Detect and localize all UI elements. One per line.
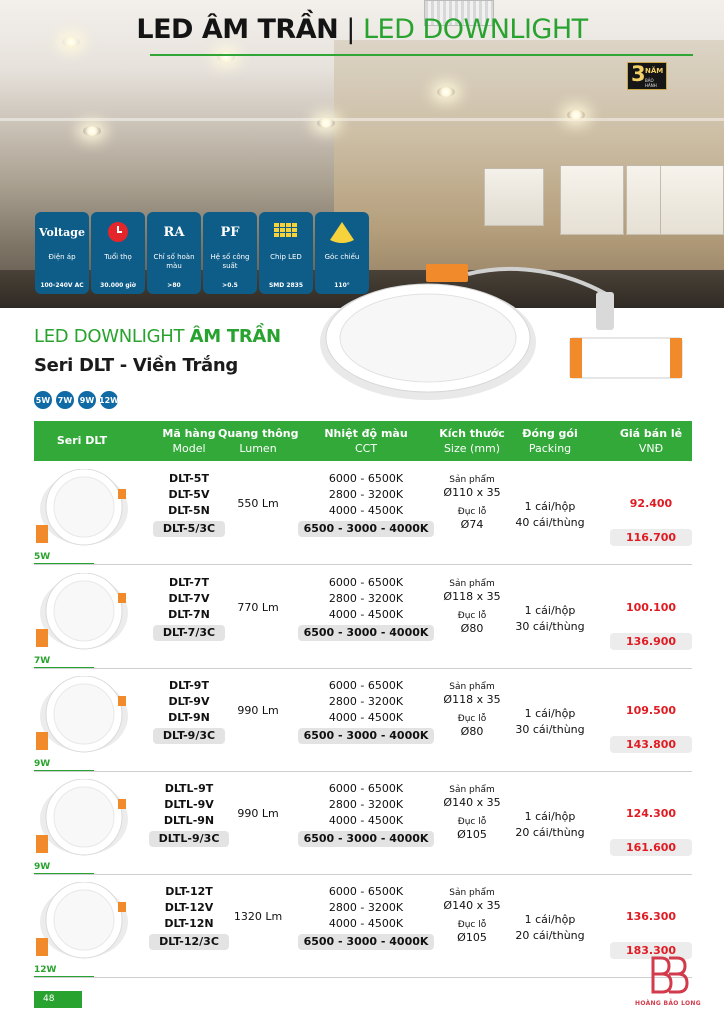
- cct-3c: 6500 - 3000 - 4000K: [298, 728, 435, 744]
- table-row: [34, 876, 692, 978]
- spec-tile-beam-angle: Góc chiếu 110°: [315, 212, 369, 294]
- table-header: [34, 421, 692, 461]
- row-lumen: 770 Lm: [237, 601, 279, 614]
- row-price-3c: 116.700: [610, 529, 692, 546]
- ceiling-light: [437, 87, 455, 97]
- cct-3c: 6500 - 3000 - 4000K: [298, 934, 435, 950]
- row-price-3c: 143.800: [610, 736, 692, 753]
- title-separator: |: [346, 14, 355, 45]
- ceiling-light: [83, 126, 101, 136]
- downlight-thumbnail: [34, 882, 130, 962]
- row-cct: 6000 - 6500K 2800 - 3200K 4000 - 4500K 6500 - 3000 - 4000K: [296, 884, 436, 950]
- table-row: [34, 463, 692, 565]
- row-wattage: 5W: [34, 552, 51, 562]
- page-number: 48: [34, 991, 82, 1008]
- header-model: Mã hàng Model: [162, 427, 216, 455]
- section-title: LED DOWNLIGHT ÂM TRẦN: [34, 326, 281, 347]
- page-title: [0, 14, 724, 45]
- model-3c: DLT-12/3C: [149, 934, 229, 950]
- pf-text-icon: PF: [220, 224, 240, 240]
- watt-badge: 9W: [78, 391, 96, 409]
- row-wattage: 9W: [34, 759, 51, 769]
- model-3c: DLTL-9/3C: [149, 831, 230, 847]
- row-price: 124.300: [625, 807, 677, 820]
- row-size: Sản phẩm Ø110 x 35 Đục lỗ Ø74: [443, 475, 501, 531]
- row-packing: 1 cái/hộp 20 cái/thùng: [515, 913, 585, 942]
- title-underline: [150, 54, 693, 56]
- downlight-product-image: [316, 262, 696, 412]
- row-price: 109.500: [625, 704, 677, 717]
- row-cct: 6000 - 6500K 2800 - 3200K 4000 - 4500K 6500 - 3000 - 4000K: [296, 678, 436, 744]
- table-row: [34, 773, 692, 875]
- kitchen-cabinet: [560, 165, 624, 235]
- title-light: LED DOWNLIGHT: [362, 14, 588, 45]
- row-price: 100.100: [625, 601, 677, 614]
- brand-logo: [632, 952, 704, 1012]
- downlight-thumbnail: [34, 779, 130, 859]
- wattage-badges: [34, 391, 118, 409]
- watt-badge: 12W: [100, 391, 118, 409]
- row-cct: 6000 - 6500K 2800 - 3200K 4000 - 4500K 6500 - 3000 - 4000K: [296, 781, 436, 847]
- row-models: DLT-5T DLT-5V DLT-5N DLT-5/3C: [130, 471, 248, 537]
- model-3c: DLT-5/3C: [153, 521, 225, 537]
- spec-tile-ra: RA Chỉ số hoàn màu >80: [147, 212, 201, 294]
- header-price: Giá bán lẻ VNĐ: [619, 427, 683, 455]
- row-cct: 6000 - 6500K 2800 - 3200K 4000 - 4500K 6500 - 3000 - 4000K: [296, 471, 436, 537]
- row-packing: 1 cái/hộp 30 cái/thùng: [515, 707, 585, 736]
- header-size: Kích thước Size (mm): [439, 427, 505, 455]
- spec-tile-pf: PF Hệ số công suất >0.5: [203, 212, 257, 294]
- row-size: Sản phẩm Ø118 x 35 Đục lỗ Ø80: [443, 579, 501, 635]
- row-size: Sản phẩm Ø140 x 35 Đục lỗ Ø105: [443, 888, 501, 944]
- header-cct: Nhiệt độ màu CCT: [324, 427, 408, 455]
- row-models: DLTL-9T DLTL-9V DLTL-9N DLTL-9/3C: [130, 781, 248, 847]
- row-packing: 1 cái/hộp 30 cái/thùng: [515, 604, 585, 633]
- row-models: DLT-12T DLT-12V DLT-12N DLT-12/3C: [130, 884, 248, 950]
- row-size: Sản phẩm Ø140 x 35 Đục lỗ Ø105: [443, 785, 501, 841]
- row-price: 136.300: [625, 910, 677, 923]
- downlight-thumbnail: [34, 469, 130, 549]
- warranty-badge: [627, 62, 667, 90]
- row-lumen: 990 Lm: [237, 704, 279, 717]
- row-models: DLT-9T DLT-9V DLT-9N DLT-9/3C: [130, 678, 248, 744]
- voltage-text-icon: Voltage: [39, 225, 85, 239]
- header-lumen: Quang thông Lumen: [218, 427, 299, 455]
- warranty-label: NĂM: [645, 67, 664, 75]
- row-price-3c: 183.300: [610, 942, 692, 959]
- spec-tile-lifetime: Tuổi thọ 30.000 giờ: [91, 212, 145, 294]
- watt-badge: 7W: [56, 391, 74, 409]
- row-cct: 6000 - 6500K 2800 - 3200K 4000 - 4500K 6500 - 3000 - 4000K: [296, 575, 436, 641]
- chip-grid-icon: [259, 218, 313, 246]
- beam-angle-icon: [315, 218, 369, 246]
- warranty-years: 3: [631, 62, 646, 86]
- row-wattage: 12W: [34, 965, 57, 975]
- kitchen-cabinet: [484, 168, 544, 226]
- clock-icon: [91, 218, 145, 246]
- cct-3c: 6500 - 3000 - 4000K: [298, 521, 435, 537]
- model-3c: DLT-9/3C: [153, 728, 225, 744]
- row-price-3c: 136.900: [610, 633, 692, 650]
- ra-text-icon: RA: [163, 224, 185, 240]
- row-wattage: 7W: [34, 656, 51, 666]
- table-row: [34, 670, 692, 772]
- ceiling-light: [567, 110, 585, 120]
- cct-3c: 6500 - 3000 - 4000K: [298, 625, 435, 641]
- header-series: Seri DLT: [56, 434, 108, 447]
- title-bold: LED ÂM TRẦN: [136, 14, 339, 45]
- warranty-sub: BẢO HÀNH: [645, 78, 657, 88]
- downlight-thumbnail: [34, 676, 130, 756]
- spec-tile-chip: Chip LED SMD 2835: [259, 212, 313, 294]
- brand-name: HOÀNG BẢO LONG: [635, 1000, 701, 1007]
- model-3c: DLT-7/3C: [153, 625, 225, 641]
- spec-tile-voltage: Voltage Điện áp 100-240V AC: [35, 212, 89, 294]
- row-models: DLT-7T DLT-7V DLT-7N DLT-7/3C: [130, 575, 248, 641]
- cct-3c: 6500 - 3000 - 4000K: [298, 831, 435, 847]
- row-packing: 1 cái/hộp 20 cái/thùng: [515, 810, 585, 839]
- table-row: [34, 567, 692, 669]
- row-size: Sản phẩm Ø118 x 35 Đục lỗ Ø80: [443, 682, 501, 738]
- watt-badge: 5W: [34, 391, 52, 409]
- ceiling-light: [317, 118, 335, 128]
- header-packing: Đóng gói Packing: [522, 427, 578, 455]
- downlight-thumbnail: [34, 573, 130, 653]
- brand-monogram-icon: [645, 952, 691, 998]
- row-wattage: 9W: [34, 862, 51, 872]
- row-packing: 1 cái/hộp 40 cái/thùng: [515, 500, 585, 529]
- row-lumen: 550 Lm: [237, 497, 279, 510]
- row-lumen: 1320 Lm: [233, 910, 283, 923]
- row-price-3c: 161.600: [610, 839, 692, 856]
- kitchen-cabinet: [660, 165, 724, 235]
- section-subtitle: Seri DLT - Viền Trắng: [34, 355, 238, 376]
- row-lumen: 990 Lm: [237, 807, 279, 820]
- row-price: 92.400: [629, 497, 673, 510]
